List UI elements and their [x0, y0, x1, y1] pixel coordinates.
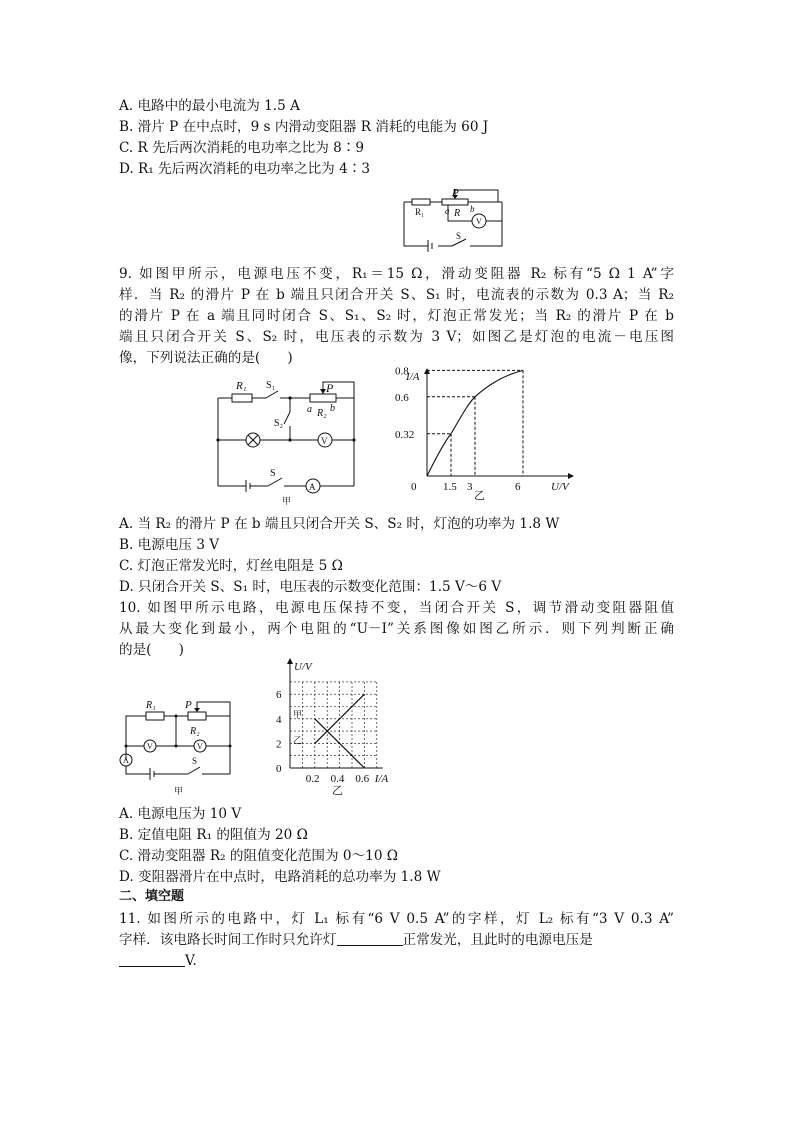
q10-option-c: C. 滑动变阻器 R₂ 的阻值变化范围为 0～10 Ω [119, 848, 399, 864]
q8-fig-label-p: P [452, 187, 459, 199]
y-tick-label-2: 4 [276, 713, 282, 726]
x-axis-label: U/V [551, 481, 569, 493]
x-tick-label-0: 0.2 [305, 773, 320, 785]
q9-circuit-label-s2: S₂ [274, 418, 284, 429]
q9-circuit-diagram [210, 374, 360, 506]
q9-option-d: D. 只闭合开关 S、S₁ 时，电压表的示数变化范围：1.5 V～6 V [119, 579, 502, 595]
y-axis-label: U/V [294, 661, 312, 673]
q9-circuit-label-r2: R₂ [317, 408, 327, 419]
q8-fig-label-a: a [445, 206, 450, 216]
q11-answer-blank-2[interactable] [119, 952, 185, 967]
q8-option-a: A. 电路中的最小电流为 1.5 A [119, 98, 300, 114]
q8-fig-label-r: R [454, 208, 461, 219]
q10-circuit-label-r2: R₂ [190, 726, 200, 737]
q9-circuit-label-s: S [270, 468, 276, 479]
q9-stem-line-4: 端且只闭合开关 S、S₂ 时，电压表的示数为 3 V；如图乙是灯泡的电流－电压图 [119, 329, 674, 345]
q10-circuit-label-p: P [185, 699, 192, 711]
y-tick-label-1: 0.6 [395, 391, 409, 404]
q9-circuit-label-s1: S₁ [266, 380, 276, 391]
y-tick-label-2: 0.8 [395, 366, 409, 378]
q9-option-c: C. 灯泡正常发光时，灯丝电阻是 5 Ω [119, 558, 343, 574]
q8-circuit-diagram [398, 184, 508, 252]
q10-circuit-diagram [116, 696, 238, 800]
x-tick-label-0: 0 [411, 481, 417, 493]
y-axis-label: I/A [406, 371, 420, 383]
series-label-yi: 乙 [293, 735, 303, 746]
graph-caption: 乙 [474, 490, 485, 502]
q9-stem-line-3: 的滑片 P 在 a 端且同时闭合 S、S₁、S₂ 时，灯泡正常发光；当 R₂ 的滑片 P 在 b [119, 308, 674, 324]
q10-stem-line-3: 的是( ) [119, 642, 184, 658]
q9-circuit-label-p: P [326, 381, 334, 395]
q8-fig-label-r1: R₁ [415, 207, 425, 217]
q10-graph-plot [276, 658, 389, 797]
q9-stem-line-5: 像，下列说法正确的是( ) [119, 350, 293, 366]
q9-circuit-label-v: V [321, 436, 328, 446]
q8-option-d: D. R₁ 先后两次消耗的电功率之比为 4∶3 [119, 161, 370, 177]
q10-stem-line-2: 从最大变化到最小，两个电阻的“U－I”关系图像如图乙所示．则下列判断正确 [119, 621, 674, 637]
q11-answer-blank-1[interactable] [337, 931, 403, 946]
q9-graph-plot [395, 366, 574, 502]
q10-circuit-caption: 甲 [174, 786, 184, 796]
x-tick-label-3: 6 [515, 481, 521, 493]
x-tick-label-2: 3 [467, 481, 473, 493]
y-axis-arrow [424, 368, 430, 374]
q9-stem-line-2: 样．当 R₂ 的滑片 P 在 b 端且只闭合开关 S、S₁ 时，电流表的示数为 0.3 A；当 R₂ [119, 287, 674, 303]
y-tick-label-1: 2 [276, 738, 282, 751]
q9-circuit-label-b: b [330, 403, 335, 414]
q9-circuit-label-r1: R₁ [236, 380, 247, 392]
q8-option-b: B. 滑片 P 在中点时，9 s 内滑动变阻器 R 消耗的电能为 60 J [119, 119, 489, 135]
q9-option-b: B. 电源电压 3 V [119, 537, 220, 553]
q8-fig-label-s: S [456, 231, 462, 241]
q10-option-b: B. 定值电阻 R₁ 的阻值为 20 Ω [119, 827, 308, 843]
q10-ui-graph [266, 656, 406, 798]
x-tick-label-1: 0.4 [330, 773, 345, 785]
q10-option-a: A. 电源电压为 10 V [119, 806, 242, 822]
q9-option-a: A. 当 R₂ 的滑片 P 在 b 端且只闭合开关 S、S₂ 时，灯泡的功率为 1.8 W [119, 516, 560, 532]
q10-circuit-label-v2: V [197, 742, 203, 751]
q11-line-1: 11. 如图所示的电路中，灯 L₁ 标有“6 V 0.5 A”的字样，灯 L₂ 标有“3 V 0.3 A” [119, 911, 674, 927]
q11-line-2-part-b: 正常发光，且此时的电源电压是 [402, 932, 593, 948]
q11-line-2-part-a: 字样．该电路长时间工作时只允许灯 [119, 932, 337, 948]
q8-fig-label-v: V [476, 217, 482, 226]
q9-circuit-label-ammeter: A [309, 482, 316, 492]
q8-option-c: C. R 先后两次消耗的电功率之比为 8∶9 [119, 140, 365, 156]
q10-circuit-label-v1: V [147, 742, 153, 751]
q10-circuit-label-ammeter: A [123, 756, 129, 765]
q10-circuit-label-r1: R₁ [146, 700, 156, 711]
y-tick-label-0: 0.32 [395, 428, 415, 441]
q11-line-3-unit: V. [185, 953, 197, 969]
q10-option-d: D. 变阻器滑片在中点时，电路消耗的总功率为 1.8 W [119, 869, 441, 885]
q9-stem-line-1: 9. 如图甲所示，电源电压不变，R₁＝15 Ω，滑动变阻器 R₂ 标有“5 Ω 1 A”字 [119, 266, 674, 282]
y-tick-label-3: 6 [276, 689, 282, 702]
graph-caption: 乙 [332, 785, 343, 797]
x-axis-arrow [568, 473, 574, 479]
series-label-jia: 甲 [293, 709, 303, 720]
q9-circuit-caption: 甲 [282, 496, 292, 506]
q11-line-3 [119, 951, 197, 971]
y-tick-label-0: 0 [276, 763, 282, 775]
section-title-fill-in: 二、填空题 [119, 889, 185, 904]
x-tick-label-2: 0.6 [355, 773, 370, 785]
q10-circuit-label-s: S [192, 756, 198, 766]
x-axis-label: I/A [374, 773, 389, 785]
y-axis-arrow [287, 658, 293, 664]
x-tick-label-1: 1.5 [443, 481, 457, 493]
q8-fig-label-b: b [470, 204, 475, 214]
q10-stem-line-1: 10. 如图甲所示电路，电源电压保持不变，当闭合开关 S，调节滑动变阻器阻值 [119, 600, 674, 616]
q9-circuit-label-a: a [307, 404, 312, 415]
q11-line-2 [119, 930, 674, 950]
q9-iu-graph [390, 366, 580, 506]
